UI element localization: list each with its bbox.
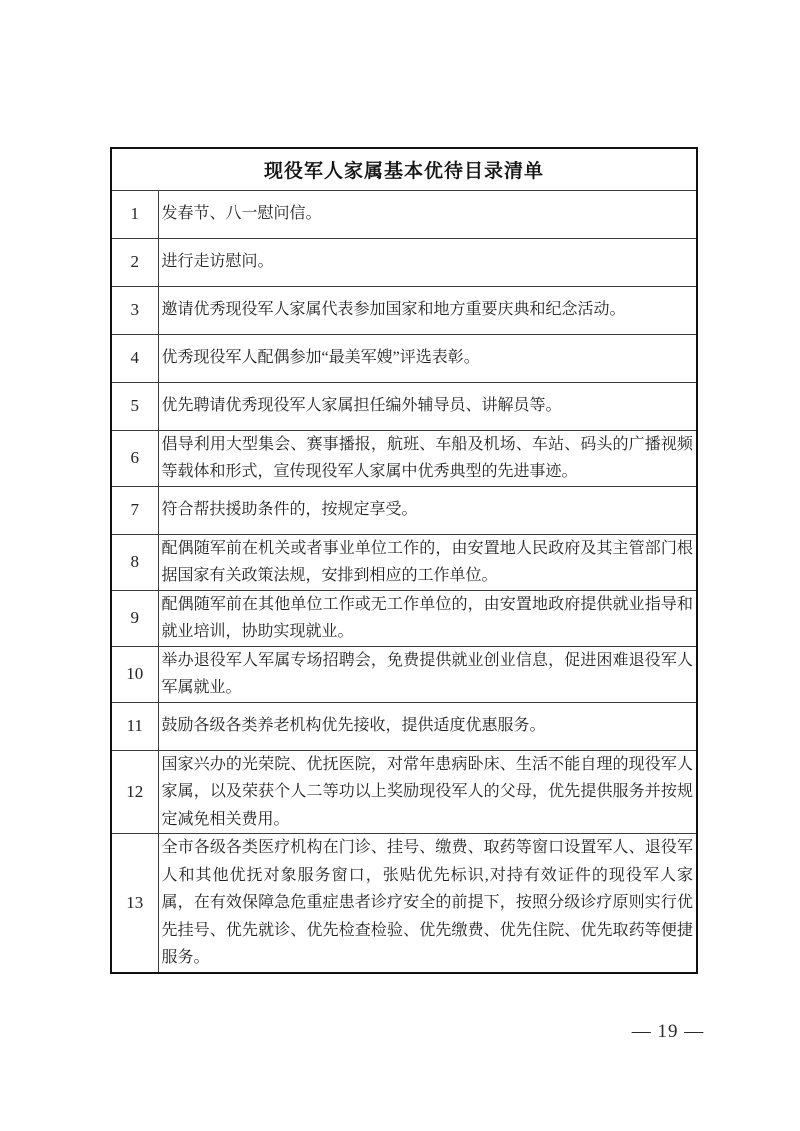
row-number: 5 — [111, 382, 158, 430]
row-number: 2 — [111, 238, 158, 286]
row-text: 国家兴办的光荣院、优抚医院，对常年患病卧床、生活不能自理的现役军人家属，以及荣获个人二等功以上奖励现役军人的父母，优先提供服务并按规定减免相关费用。 — [158, 750, 697, 834]
row-number: 1 — [111, 190, 158, 238]
row-number: 12 — [111, 750, 158, 834]
table-row — [111, 430, 697, 486]
row-text: 进行走访慰问。 — [158, 238, 697, 286]
table-row — [111, 534, 697, 590]
table-row — [111, 286, 697, 334]
table-row — [111, 334, 697, 382]
row-number: 7 — [111, 486, 158, 534]
row-number: 11 — [111, 702, 158, 750]
table-row — [111, 190, 697, 238]
row-number: 9 — [111, 590, 158, 646]
row-number: 6 — [111, 430, 158, 486]
row-text: 全市各级各类医疗机构在门诊、挂号、缴费、取药等窗口设置军人、退役军人和其他优抚对象服务窗口，张贴优先标识,对持有效证件的现役军人家属，在有效保障急危重症患者诊疗安全的前提下，按照分级诊疗原则实行优先挂号、优先就诊、优先检查检验、优先缴费、优先住院、优先取药等便捷服务。 — [158, 834, 697, 973]
table-row — [111, 238, 697, 286]
page-number: — 19 — — [631, 1021, 705, 1042]
row-text: 邀请优秀现役军人家属代表参加国家和地方重要庆典和纪念活动。 — [158, 286, 697, 334]
table-row — [111, 486, 697, 534]
table-row — [111, 834, 697, 973]
row-text: 倡导利用大型集会、赛事播报，航班、车船及机场、车站、码头的广播视频等载体和形式，宣传现役军人家属中优秀典型的先进事迹。 — [158, 430, 697, 486]
row-text: 举办退役军人军属专场招聘会，免费提供就业创业信息，促进困难退役军人军属就业。 — [158, 646, 697, 702]
row-text: 优先聘请优秀现役军人家属担任编外辅导员、讲解员等。 — [158, 382, 697, 430]
row-number: 10 — [111, 646, 158, 702]
row-number: 4 — [111, 334, 158, 382]
row-number: 3 — [111, 286, 158, 334]
row-text: 发春节、八一慰问信。 — [158, 190, 697, 238]
treatment-table — [110, 147, 698, 974]
table-row — [111, 702, 697, 750]
row-text: 符合帮扶援助条件的，按规定享受。 — [158, 486, 697, 534]
table-row — [111, 382, 697, 430]
row-text: 优秀现役军人配偶参加“最美军嫂”评选表彰。 — [158, 334, 697, 382]
row-text: 鼓励各级各类养老机构优先接收，提供适度优惠服务。 — [158, 702, 697, 750]
table-title: 现役军人家属基本优待目录清单 — [111, 148, 697, 190]
treatment-table-body — [111, 148, 697, 973]
row-number: 8 — [111, 534, 158, 590]
table-row — [111, 750, 697, 834]
table-title-row — [111, 148, 697, 190]
table-row — [111, 590, 697, 646]
row-text: 配偶随军前在机关或者事业单位工作的，由安置地人民政府及其主管部门根据国家有关政策法规，安排到相应的工作单位。 — [158, 534, 697, 590]
row-text: 配偶随军前在其他单位工作或无工作单位的，由安置地政府提供就业指导和就业培训，协助实现就业。 — [158, 590, 697, 646]
row-number: 13 — [111, 834, 158, 973]
table-row — [111, 646, 697, 702]
